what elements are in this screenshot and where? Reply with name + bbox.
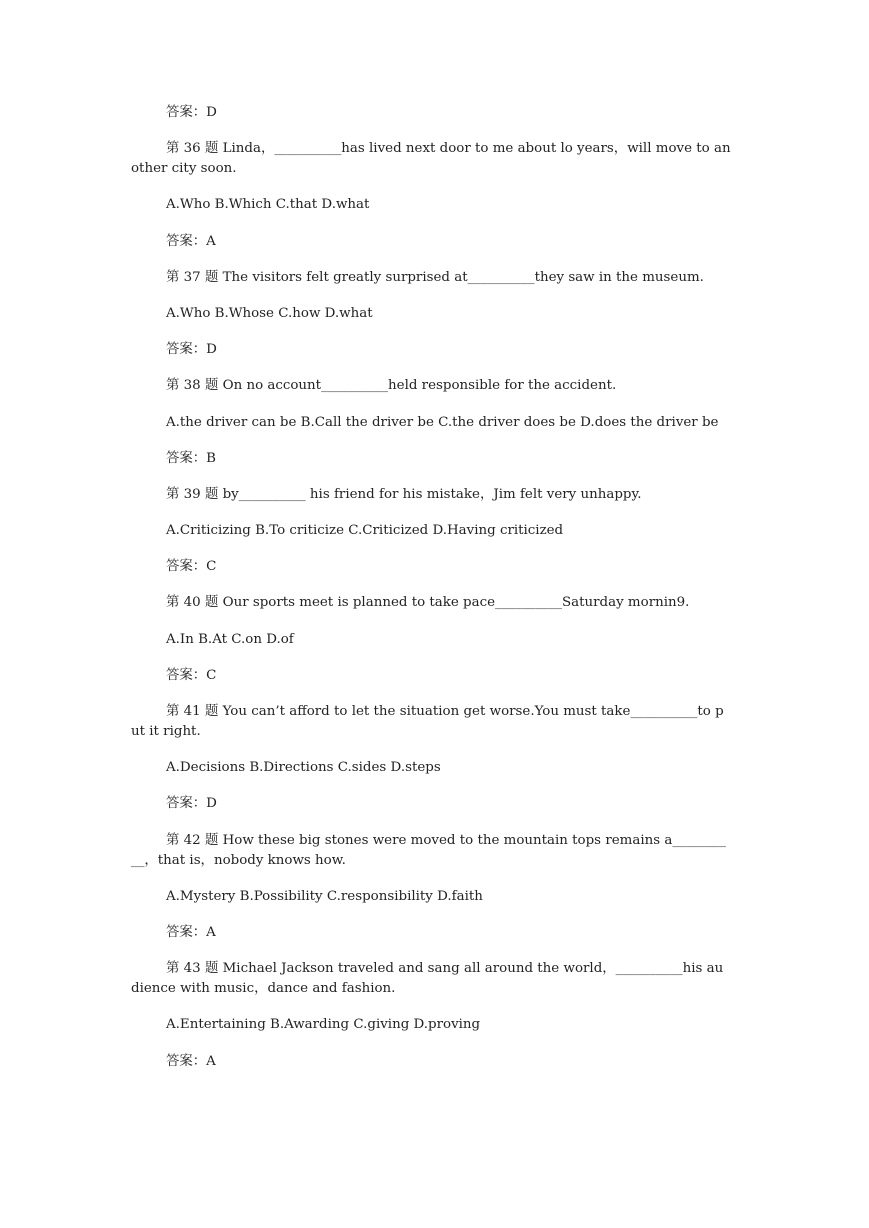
answer-36: 答案：A [166, 233, 216, 249]
answer-43: 答案：A [166, 1053, 216, 1069]
answer-38: 答案：B [166, 450, 217, 466]
options-41: A.Decisions B.Directions C.sides D.steps [166, 760, 441, 776]
question-39: 第 39 题 by__________ his friend for his mistake，Jim felt very unhappy. [166, 486, 642, 502]
question-36: 第 36 题 Linda，__________has lived next door to me about lo years，will move to another city soon. [131, 141, 731, 177]
answer-39: 答案：C [166, 559, 217, 575]
answer-42: 答案：A [166, 924, 216, 940]
question-41: 第 41 题 You can’t afford to let the situation get worse.You must take__________to put it right. [131, 704, 724, 739]
options-39: A.Criticizing B.To criticize C.Criticized D.Having criticized [166, 523, 564, 539]
answer-37: 答案：D [166, 342, 217, 358]
options-36: A.Who B.Which C.that D.what [166, 197, 370, 213]
options-38: A.the driver can be B.Call the driver be C.the driver does be D.does the driver be [166, 414, 719, 430]
question-43: 第 43 题 Michael Jackson traveled and sang all around the world，__________his audience with music，dance and fashion. [131, 961, 724, 997]
question-40: 第 40 题 Our sports meet is planned to take pace__________Saturday mornin9. [166, 595, 690, 611]
answer-41: 答案：D [166, 796, 217, 812]
document-body [131, 103, 731, 1088]
question-38: 第 38 题 On no account__________held responsible for the accident. [166, 378, 617, 394]
options-37: A.Who B.Whose C.how D.what [166, 305, 373, 321]
options-40: A.In B.At C.on D.of [166, 631, 294, 647]
question-37: 第 37 题 The visitors felt greatly surprised at__________they saw in the museum. [166, 269, 704, 285]
answer-40: 答案：C [166, 667, 217, 683]
answer-35: 答案：D [166, 105, 217, 120]
options-42: A.Mystery B.Possibility C.responsibility D.faith [166, 888, 483, 904]
options-43: A.Entertaining B.Awarding C.giving D.proving [166, 1017, 481, 1033]
question-42: 第 42 题 How these big stones were moved to the mountain tops remains a__________，that is，nobody knows how. [131, 832, 726, 868]
